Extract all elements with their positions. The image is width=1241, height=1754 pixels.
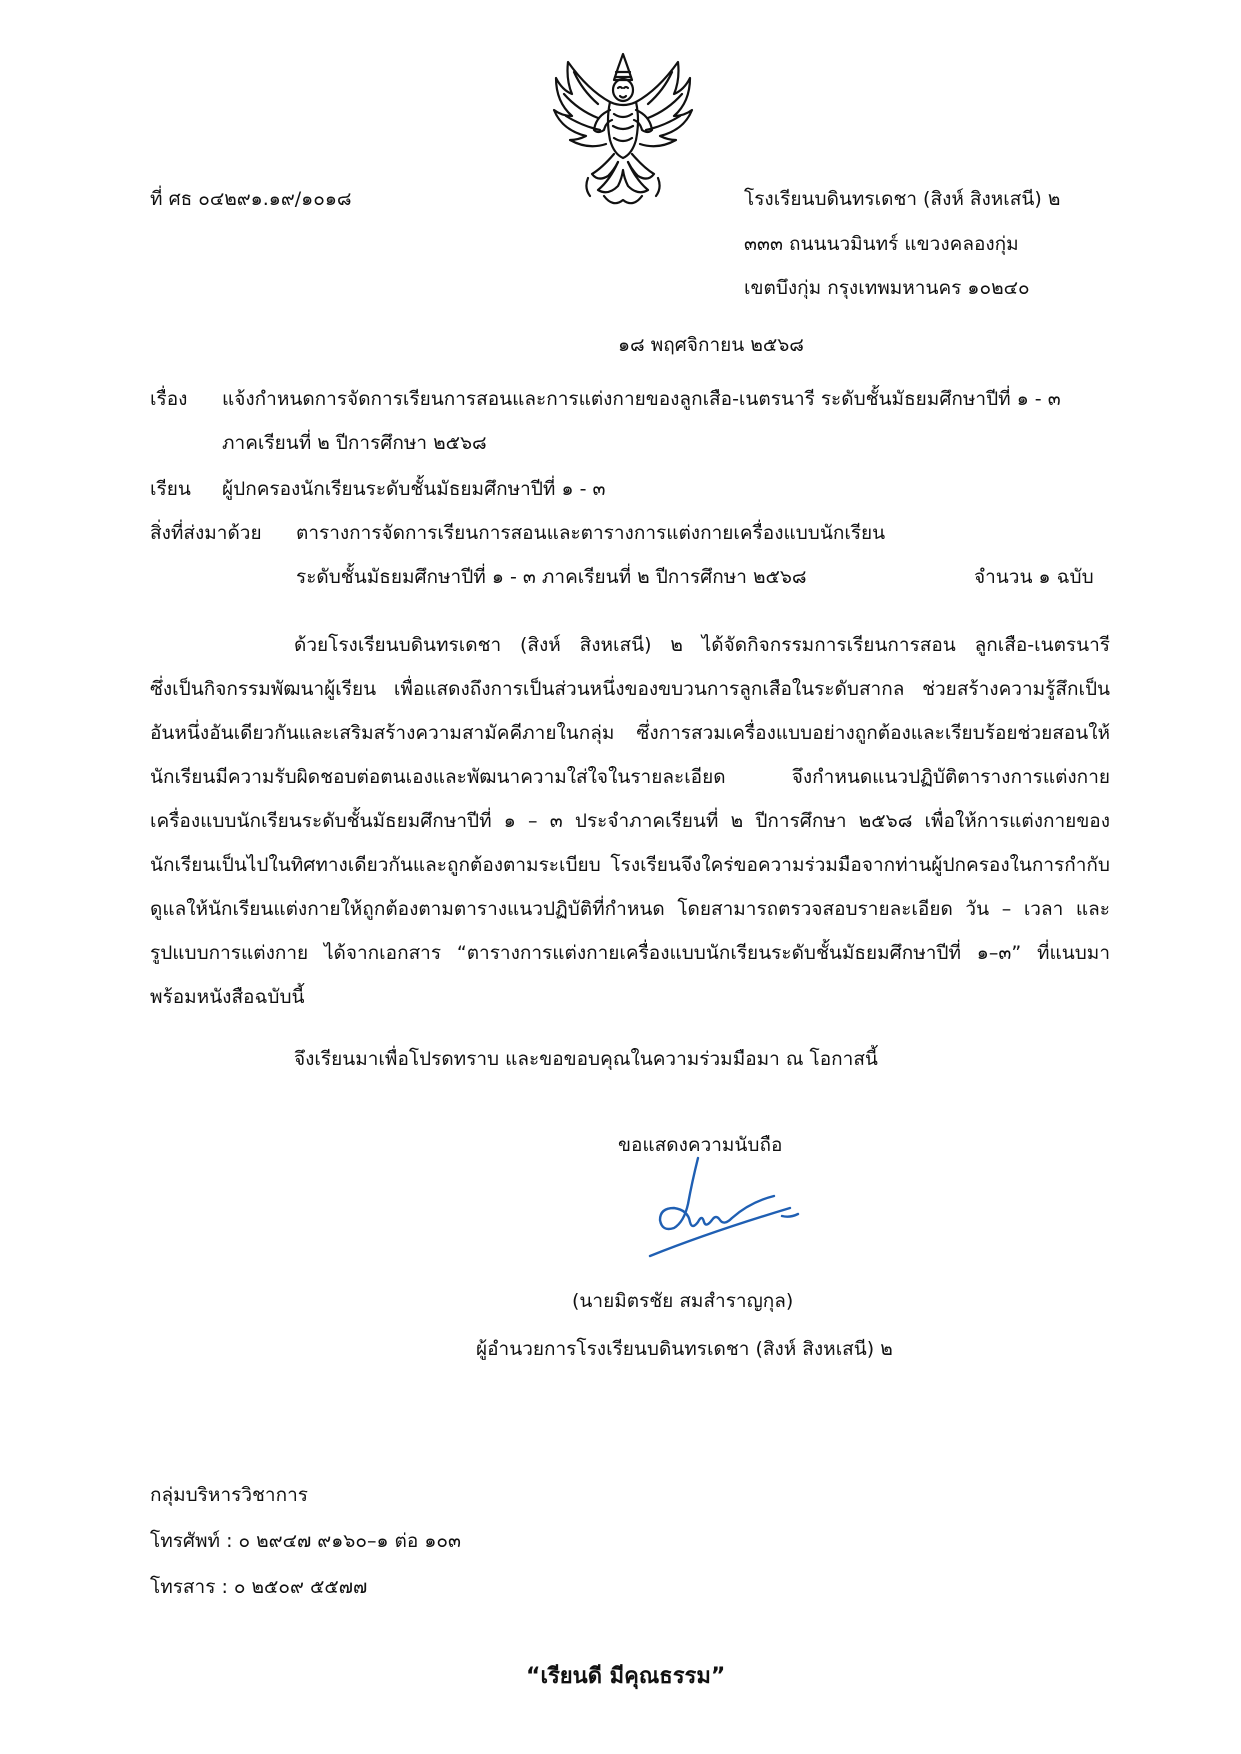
fax-number: โทรสาร : ๐ ๒๕๐๙ ๕๕๗๗	[150, 1576, 368, 1598]
body-line-9: พร้อมหนังสือฉบับนี้	[150, 986, 305, 1008]
subject-line-1: แจ้งกำหนดการจัดการเรียนการสอนและการแต่งกายของลูกเสือ-เนตรนารี ระดับชั้นมัธยมศึกษาปีที่ ๑ - ๓	[222, 388, 1061, 410]
recipient-label: เรียน	[150, 478, 191, 500]
body-line-1: ด้วยโรงเรียนบดินทรเดชา (สิงห์ สิงหเสนี) ๒ ได้จัดกิจกรรมการเรียนการสอน ลูกเสือ-เนตรนารี	[294, 634, 1110, 656]
body-line-3: อันหนึ่งอันเดียวกันและเสริมสร้างความสามัคคีภายในกลุ่ม ซึ่งการสวมเครื่องแบบอย่างถูกต้องและเรียบร้อยช่วยสอนให้	[150, 722, 1110, 744]
body-line-6: นักเรียนเป็นไปในทิศทางเดียวกันและถูกต้องตามระเบียบ โรงเรียนจึงใคร่ขอความร่วมมือจากท่านผู้ปกครองในการกำกับ	[150, 854, 1110, 876]
salutation: ขอแสดงความนับถือ	[618, 1134, 783, 1156]
enclosure-label: สิ่งที่ส่งมาด้วย	[150, 522, 262, 544]
body-line-8: รูปแบบการแต่งกาย ได้จากเอกสาร “ตารางการแต่งกายเครื่องแบบนักเรียนระดับชั้นมัธยมศึกษาปีที่ ๑–๓” ที่แนบมา	[150, 942, 1110, 964]
subject-label: เรื่อง	[150, 388, 188, 410]
body-line-4: นักเรียนมีความรับผิดชอบต่อตนเองและพัฒนาความใส่ใจในรายละเอียด จึงกำหนดแนวปฏิบัติตารางการแต่งกาย	[150, 766, 1110, 788]
address-line-1: ๓๓๓ ถนนนวมินทร์ แขวงคลองกุ่ม	[744, 233, 1019, 255]
signatory-name: (นายมิตรชัย สมสำราญกุล)	[572, 1290, 794, 1312]
phone-number: โทรศัพท์ : ๐ ๒๙๔๗ ๙๑๖๐–๑ ต่อ ๑๐๓	[150, 1530, 461, 1552]
school-motto: “เรียนดี มีคุณธรรม”	[526, 1664, 726, 1689]
department: กลุ่มบริหารวิชาการ	[150, 1484, 308, 1506]
handwritten-signature	[640, 1152, 810, 1262]
body-line-5: เครื่องแบบนักเรียนระดับชั้นมัธยมศึกษาปีที่ ๑ – ๓ ประจำภาคเรียนที่ ๒ ปีการศึกษา ๒๕๖๘ เพื่อให้การแต่งกายของ	[150, 810, 1110, 832]
address-line-2: เขตบึงกุ่ม กรุงเทพมหานคร ๑๐๒๔๐	[744, 277, 1030, 299]
subject-line-2: ภาคเรียนที่ ๒ ปีการศึกษา ๒๕๖๘	[222, 432, 487, 454]
enclosure-line-1: ตารางการจัดการเรียนการสอนและตารางการแต่งกายเครื่องแบบนักเรียน	[296, 522, 886, 544]
letter-date: ๑๘ พฤศจิกายน ๒๕๖๘	[618, 334, 804, 356]
closing-sentence: จึงเรียนมาเพื่อโปรดทราบ และขอขอบคุณในความร่วมมือมา ณ โอกาสนี้	[294, 1048, 878, 1070]
body-line-7: ดูแลให้นักเรียนแต่งกายให้ถูกต้องตามตารางแนวปฏิบัติที่กำหนด โดยสามารถตรวจสอบรายละเอียด วัน – เวลา และ	[150, 898, 1110, 920]
body-line-2: ซึ่งเป็นกิจกรรมพัฒนาผู้เรียน เพื่อแสดงถึงการเป็นส่วนหนึ่งของขบวนการลูกเสือในระดับสากล ช่วยสร้างความรู้สึกเป็น	[150, 678, 1110, 700]
signatory-position: ผู้อำนวยการโรงเรียนบดินทรเดชา (สิงห์ สิงหเสนี) ๒	[476, 1338, 893, 1360]
recipient-text: ผู้ปกครองนักเรียนระดับชั้นมัธยมศึกษาปีที่ ๑ - ๓	[222, 478, 606, 500]
garuda-emblem-icon	[548, 50, 698, 212]
reference-number: ที่ ศธ ๐๔๒๙๑.๑๙/๑๐๑๘	[150, 188, 352, 210]
enclosure-count: จำนวน ๑ ฉบับ	[974, 566, 1094, 588]
school-name: โรงเรียนบดินทรเดชา (สิงห์ สิงหเสนี) ๒	[744, 188, 1061, 210]
enclosure-line-2: ระดับชั้นมัธยมศึกษาปีที่ ๑ - ๓ ภาคเรียนที่ ๒ ปีการศึกษา ๒๕๖๘	[296, 566, 807, 588]
